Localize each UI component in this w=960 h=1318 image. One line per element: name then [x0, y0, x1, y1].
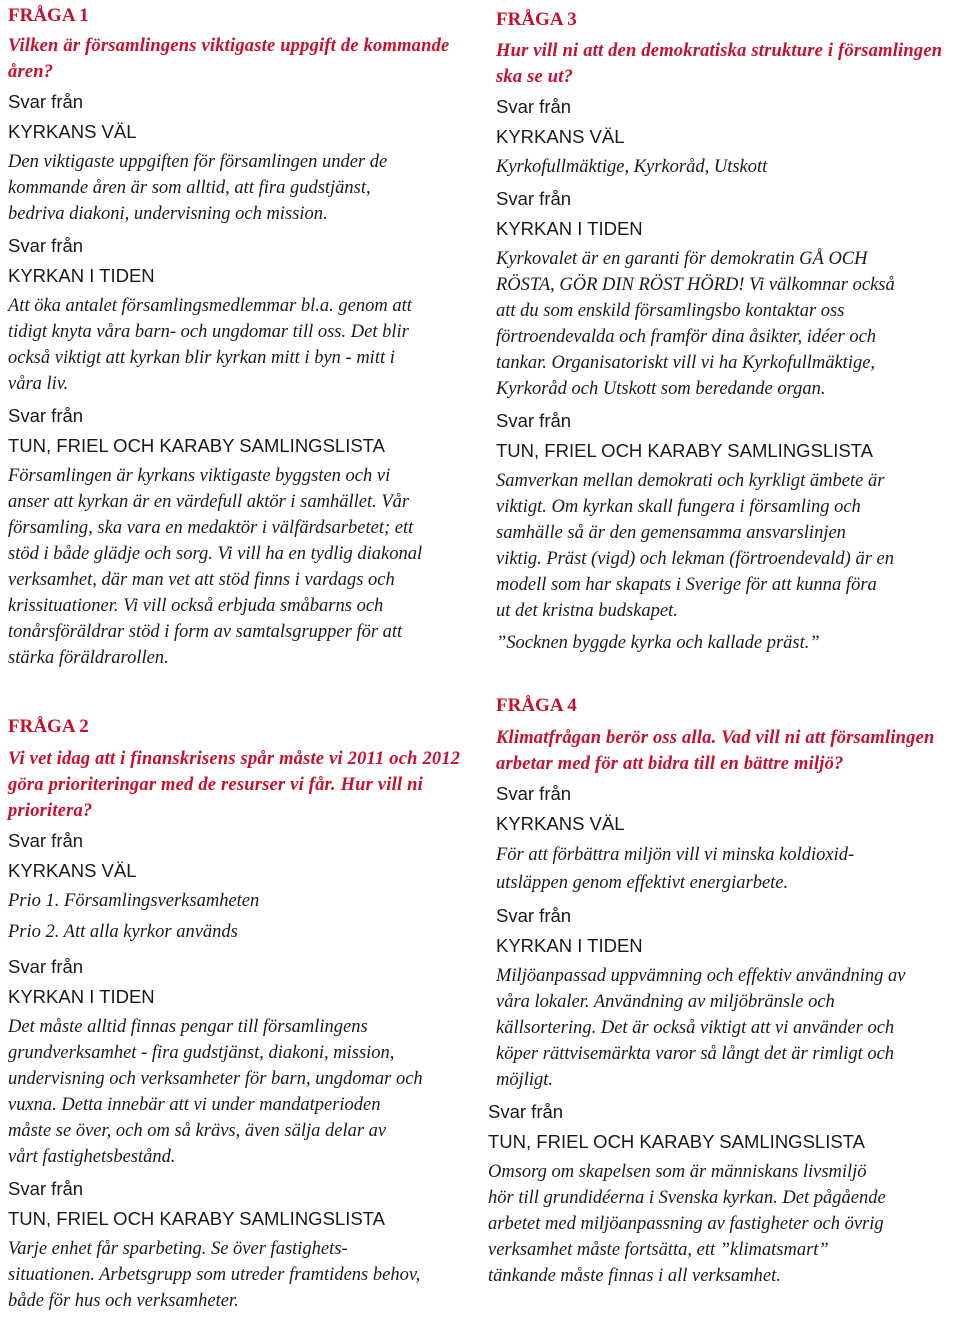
question-4-text: Klimatfrågan berör oss alla. Vad vill ni att församlingen arbetar med för att bidra till en bättre miljö?	[496, 728, 935, 774]
answer-line: källsortering. Det är också viktigt att vi använder och	[496, 1018, 895, 1038]
question-3-label: FRÅGA 3	[496, 9, 577, 30]
answer-line: utsläppen genom effektivt energiarbete.	[496, 873, 789, 893]
answer-text	[8, 463, 470, 671]
party-name-kyrkan-i-tiden: KYRKAN I TIDEN	[496, 935, 643, 956]
question-2-text: Vi vet idag att i finanskrisens spår måste vi 2011 och 2012 göra prioriteringar med de resurser vi får. Hur vill ni prioritera?	[8, 749, 461, 821]
question-3-text: Hur vill ni att den demokratiska strukture i församlingen ska se ut?	[496, 41, 943, 87]
answer-line: köper rättvisemärkta varor så långt det är rimligt och	[496, 1044, 895, 1064]
answer-line: också viktigt att kyrkan blir kyrkan mitt i byn - mitt i	[8, 348, 395, 368]
party-name-kyrkans-val: KYRKANS VÄL	[496, 126, 625, 147]
svar-fran-label: Svar från	[8, 235, 84, 256]
answer-line: våra liv.	[8, 374, 69, 394]
answer-line: arbetet med miljöanpassning av fastigheter och övrig	[488, 1214, 884, 1234]
svar-fran-label: Svar från	[8, 91, 84, 112]
answer-line: Att öka antalet församlingsmedlemmar bl.a. genom att	[8, 296, 412, 316]
party-name-samlingslista: TUN, FRIEL OCH KARABY SAMLINGSLISTA	[8, 435, 385, 456]
answer-line: krissituationer. Vi vill också erbjuda småbarns och	[8, 596, 384, 616]
answer-line: tankar. Organisatoriskt vill vi ha Kyrkofullmäktige,	[496, 353, 876, 373]
answer-line: både för hus och verksamheter.	[8, 1291, 239, 1311]
answer-text	[8, 1014, 470, 1170]
answer-quote: ”Socknen byggde kyrka och kallade präst.”	[496, 633, 820, 653]
party-name-kyrkans-val: KYRKANS VÄL	[8, 860, 137, 881]
answer-line: Det måste alltid finnas pengar till församlingens	[8, 1017, 368, 1037]
answer-text	[8, 149, 470, 227]
svar-fran-label: Svar från	[8, 1178, 84, 1199]
svar-fran-label: Svar från	[8, 956, 84, 977]
answer-line: församling, ska vara en medaktör i välfärdsarbetet; ett	[8, 518, 414, 538]
answer-line: Omsorg om skapelsen som är människans livsmiljö	[488, 1162, 867, 1182]
answer-line: Prio 1. Församlingsverksamheten	[8, 891, 260, 911]
answer-line: att du som enskild församlingsbo kontaktar oss	[496, 301, 845, 321]
answer-line: vårt fastighetsbestånd.	[8, 1147, 176, 1167]
answer-line: samhälle så är den gemensamma ansvarslinjen	[496, 523, 846, 543]
svar-fran-label: Svar från	[488, 1101, 564, 1122]
question-1-section	[8, 2, 470, 675]
answer-line: verksamhet måste fortsätta, ett ”klimatsmart”	[488, 1240, 829, 1260]
svar-fran-label: Svar från	[496, 905, 572, 926]
answer-text	[8, 293, 470, 397]
answer-line: För att förbättra miljön vill vi minska koldioxid-	[496, 845, 855, 865]
party-name-kyrkans-val: KYRKANS VÄL	[496, 813, 625, 834]
answer-line: Kyrkoråd och Utskott som beredande organ.	[496, 379, 826, 399]
answer-line: bedriva diakoni, undervisning och mission.	[8, 204, 328, 224]
answer-line: hör till grundidéerna i Svenska kyrkan. Det pågående	[488, 1188, 886, 1208]
answer-line: ut det kristna budskapet.	[496, 601, 678, 621]
answer-line: stöd i både glädje och sorg. Vi vill ha en tydlig diakonal	[8, 544, 423, 564]
answer-line: Miljöanpassad uppvämning och effektiv användning av	[496, 966, 906, 986]
question-2-section	[8, 713, 470, 1318]
answer-text	[496, 154, 956, 180]
svar-fran-label: Svar från	[496, 783, 572, 804]
answer-line: våra lokaler. Användning av miljöbränsle och	[496, 992, 835, 1012]
question-1-text: Vilken är församlingens viktigaste uppgift de kommande åren?	[8, 36, 450, 82]
answer-line: Den viktigaste uppgiften för församlingen under de	[8, 152, 388, 172]
answer-line: Samverkan mellan demokrati och kyrkligt ämbete är	[496, 471, 885, 491]
answer-line: RÖSTA, GÖR DIN RÖST HÖRD! Vi välkomnar också	[496, 275, 895, 295]
question-1-label: FRÅGA 1	[8, 5, 89, 26]
party-name-kyrkan-i-tiden: KYRKAN I TIDEN	[8, 986, 155, 1007]
answer-line: Varje enhet får sparbeting. Se över fastighets-	[8, 1239, 348, 1259]
question-4-label: FRÅGA 4	[496, 695, 577, 716]
answer-line: viktigt. Om kyrkan skall fungera i församling och	[496, 497, 861, 517]
party-name-kyrkan-i-tiden: KYRKAN I TIDEN	[496, 218, 643, 239]
answer-line: verksamhet, där man vet att stöd finns i vardags och	[8, 570, 395, 590]
answer-line: Kyrkovalet är en garanti för demokratin GÅ OCH	[496, 249, 868, 269]
answer-line: tänkande måste finnas i all verksamhet.	[488, 1266, 781, 1286]
answer-text	[496, 841, 956, 897]
answer-line: möjligt.	[496, 1070, 554, 1090]
answer-line: Församlingen är kyrkans viktigaste byggsten och vi	[8, 466, 391, 486]
answer-text	[496, 468, 956, 656]
answer-line: Prio 2. Att alla kyrkor används	[8, 922, 238, 942]
answer-line: grundverksamhet - fira gudstjänst, diakoni, mission,	[8, 1043, 395, 1063]
answer-line: modell som har skapats i Sverige för att kunna föra	[496, 575, 877, 595]
samlingslista-answer-block	[488, 1097, 956, 1289]
question-4-section	[488, 692, 956, 1293]
party-name-kyrkans-val: KYRKANS VÄL	[8, 121, 137, 142]
answer-text	[8, 1236, 470, 1314]
svar-fran-label: Svar från	[8, 405, 84, 426]
party-name-samlingslista: TUN, FRIEL OCH KARABY SAMLINGSLISTA	[488, 1131, 865, 1152]
answer-line: Kyrkofullmäktige, Kyrkoråd, Utskott	[496, 157, 768, 177]
question-3-section	[496, 6, 956, 660]
party-name-samlingslista: TUN, FRIEL OCH KARABY SAMLINGSLISTA	[496, 440, 873, 461]
answer-line: undervisning och verksamheter för barn, ungdomar och	[8, 1069, 423, 1089]
question-2-label: FRÅGA 2	[8, 716, 89, 737]
answer-line: förtroendevalda och framför dina åsikter, idéer och	[496, 327, 877, 347]
party-name-samlingslista: TUN, FRIEL OCH KARABY SAMLINGSLISTA	[8, 1208, 385, 1229]
answer-text	[496, 963, 956, 1093]
answer-line: viktig. Präst (vigd) och lekman (förtroendevald) är en	[496, 549, 894, 569]
answer-line: måste se över, och om så krävs, även sälja delar av	[8, 1121, 387, 1141]
answer-line: kommande åren är som alltid, att fira gudstjänst,	[8, 178, 371, 198]
answer-line: situationen. Arbetsgrupp som utreder framtidens behov,	[8, 1265, 421, 1285]
svar-fran-label: Svar från	[496, 188, 572, 209]
svar-fran-label: Svar från	[496, 96, 572, 117]
answer-line: stärka föräldrarollen.	[8, 648, 169, 668]
party-name-kyrkan-i-tiden: KYRKAN I TIDEN	[8, 265, 155, 286]
answer-line: anser att kyrkan är en värdefull aktör i samhället. Vår	[8, 492, 410, 512]
svar-fran-label: Svar från	[496, 410, 572, 431]
answer-line: tidigt knyta våra barn- och ungdomar till oss. Det blir	[8, 322, 409, 342]
svar-fran-label: Svar från	[8, 830, 84, 851]
answer-line: tonårsföräldrar stöd i form av samtalsgrupper för att	[8, 622, 403, 642]
answer-line: vuxna. Detta innebär att vi under mandatperioden	[8, 1095, 381, 1115]
answer-text	[496, 246, 956, 402]
answer-text	[8, 886, 470, 948]
answer-text	[488, 1159, 956, 1289]
